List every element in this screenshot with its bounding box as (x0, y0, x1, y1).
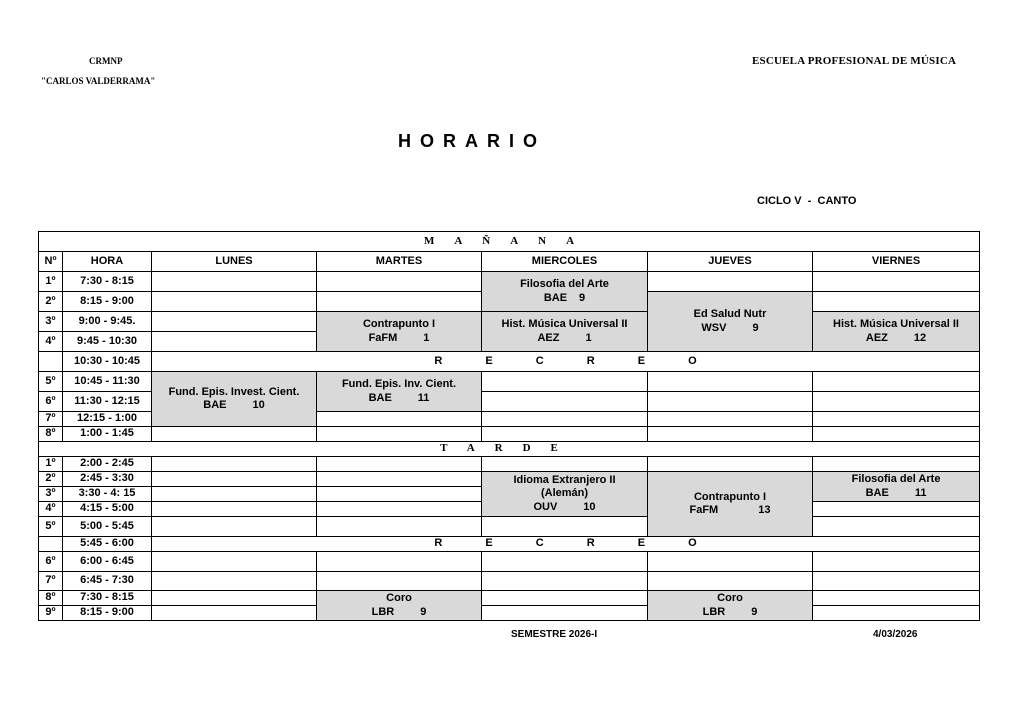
school-name: ESCUELA PROFESIONAL DE MÚSICA (752, 55, 957, 67)
row-number: 3º (39, 487, 63, 502)
class-detail (482, 292, 647, 305)
class-name: Idioma Extranjero II (513, 474, 616, 487)
room-number: 9 (579, 291, 586, 304)
class-detail (152, 399, 316, 412)
empty-cell (648, 372, 813, 392)
page-title: HORARIO (398, 131, 546, 151)
empty-cell (152, 572, 317, 591)
row-number: 2º (39, 292, 63, 312)
class-name: Coro (717, 592, 743, 605)
class-cell (317, 591, 482, 621)
class-name: Fund. Epis. Invest. Cient. (168, 385, 300, 398)
row-number: 2º (39, 472, 63, 487)
row-number: 5º (39, 372, 63, 392)
class-name: Fund. Epis. Inv. Cient. (341, 378, 457, 391)
empty-cell (317, 487, 482, 502)
table-row (39, 572, 980, 591)
empty-cell (648, 412, 813, 427)
empty-cell (152, 292, 317, 312)
row-time: 10:45 - 11:30 (63, 372, 152, 392)
empty-cell (482, 591, 648, 606)
empty-cell (482, 392, 648, 412)
class-cell (482, 472, 648, 517)
empty-cell (648, 572, 813, 591)
empty-cell (813, 272, 980, 292)
empty-cell (482, 427, 648, 442)
empty-cell (152, 457, 317, 472)
empty-cell (152, 591, 317, 606)
recess-row (39, 537, 980, 552)
row-time: 12:15 - 1:00 (63, 412, 152, 427)
row-number: 5º (39, 517, 63, 537)
empty-cell (813, 392, 980, 412)
row-number: 9º (39, 606, 63, 621)
row-number: 6º (39, 392, 63, 412)
row-time: 10:30 - 10:45 (63, 352, 152, 372)
class-name: Contrapunto I (362, 318, 436, 331)
empty-cell (152, 472, 317, 487)
room-number: 9 (752, 321, 759, 334)
row-time: 8:15 - 9:00 (63, 292, 152, 312)
teacher-code: FaFM (689, 504, 719, 516)
row-number: 7º (39, 572, 63, 591)
class-detail (813, 332, 979, 345)
row-time: 5:00 - 5:45 (63, 517, 152, 537)
row-number: 8º (39, 591, 63, 606)
class-cell (648, 591, 813, 621)
class-name: Ed Salud Nutr (693, 308, 767, 321)
empty-cell (317, 427, 482, 442)
morning-band: MAÑANA (39, 232, 980, 252)
empty-cell (317, 412, 482, 427)
empty-cell (482, 606, 648, 621)
teacher-code: WSV (701, 321, 727, 334)
table-row (39, 312, 980, 332)
row-time: 7:30 - 8:15 (63, 591, 152, 606)
row-number: 7º (39, 412, 63, 427)
schedule-table (38, 231, 980, 621)
table-row (39, 591, 980, 606)
teacher-code: LBR (371, 605, 395, 618)
room-number: 9 (420, 605, 427, 618)
room-number: 10 (583, 500, 596, 513)
empty-cell (648, 427, 813, 442)
class-detail (482, 332, 647, 345)
empty-cell (648, 457, 813, 472)
room-number: 11 (417, 391, 430, 404)
institution-name: "CARLOS VALDERRAMA" (41, 76, 156, 86)
teacher-code: AEZ (865, 331, 888, 344)
col-header: MARTES (317, 252, 482, 272)
class-detail (317, 392, 481, 405)
room-number: 1 (423, 331, 430, 344)
table-row (39, 372, 980, 392)
row-time: 8:15 - 9:00 (63, 606, 152, 621)
empty-cell (648, 552, 813, 572)
room-number: 13 (758, 504, 771, 516)
class-name: Hist. Música Universal II (501, 318, 628, 331)
empty-cell (152, 502, 317, 517)
row-number: 3º (39, 312, 63, 332)
empty-cell (152, 312, 317, 332)
empty-cell (152, 332, 317, 352)
afternoon-band: TARDE (39, 442, 980, 457)
empty-cell (813, 412, 980, 427)
empty-cell (317, 457, 482, 472)
room-number: 1 (585, 331, 592, 344)
empty-cell (482, 552, 648, 572)
empty-cell (317, 272, 482, 292)
empty-cell (813, 427, 980, 442)
row-time: 2:00 - 2:45 (63, 457, 152, 472)
empty-cell (317, 502, 482, 517)
class-name-line2: (Alemán) (540, 487, 589, 500)
row-time: 5:45 - 6:00 (63, 537, 152, 552)
semester-label: SEMESTRE 2026-I (511, 629, 598, 640)
class-cell (152, 372, 317, 427)
row-number: 8º (39, 427, 63, 442)
row-time: 7:30 - 8:15 (63, 272, 152, 292)
class-cell (813, 312, 980, 352)
teacher-code: BAE (368, 391, 392, 404)
recess-label: R E C R E O (152, 352, 980, 372)
class-detail (648, 504, 812, 517)
class-name: Filosofia del Arte (520, 278, 609, 291)
recess-label: R E C R E O (152, 537, 980, 552)
empty-cell (482, 572, 648, 591)
room-number: 9 (751, 605, 758, 618)
row-time: 3:30 - 4: 15 (63, 487, 152, 502)
teacher-code: FaFM (368, 331, 398, 344)
table-row (39, 272, 980, 292)
teacher-code: AEZ (537, 331, 560, 344)
empty-cell (152, 552, 317, 572)
row-number (39, 352, 63, 372)
row-time: 6:45 - 7:30 (63, 572, 152, 591)
empty-cell (813, 517, 980, 537)
empty-cell (648, 392, 813, 412)
empty-cell (482, 457, 648, 472)
class-cell (648, 292, 813, 352)
class-name: Hist. Música Universal II (833, 318, 959, 331)
empty-cell (152, 517, 317, 537)
col-header: MIERCOLES (482, 252, 648, 272)
row-number: 4º (39, 332, 63, 352)
row-time: 2:45 - 3:30 (63, 472, 152, 487)
row-time: 9:00 - 9:45. (63, 312, 152, 332)
empty-cell (317, 517, 482, 537)
room-number: 11 (914, 486, 927, 499)
class-cell (813, 472, 980, 502)
recess-row (39, 352, 980, 372)
row-time: 4:15 - 5:00 (63, 502, 152, 517)
empty-cell (317, 472, 482, 487)
empty-cell (813, 372, 980, 392)
empty-cell (317, 552, 482, 572)
class-name: Contrapunto I (693, 490, 767, 503)
empty-cell (813, 572, 980, 591)
header-row (39, 252, 980, 272)
empty-cell (813, 292, 980, 312)
class-detail (482, 501, 647, 514)
empty-cell (813, 591, 980, 606)
row-number: 1º (39, 457, 63, 472)
empty-cell (317, 572, 482, 591)
empty-cell (152, 606, 317, 621)
date-label: 4/03/2026 (873, 629, 918, 640)
class-detail (648, 606, 812, 619)
col-header: Nº (39, 252, 63, 272)
empty-cell (482, 412, 648, 427)
teacher-code: BAE (203, 399, 227, 411)
row-number: 6º (39, 552, 63, 572)
empty-cell (813, 552, 980, 572)
table-row (39, 472, 980, 487)
empty-cell (813, 606, 980, 621)
col-header: JUEVES (648, 252, 813, 272)
empty-cell (482, 372, 648, 392)
empty-cell (813, 457, 980, 472)
class-cell (317, 312, 482, 352)
teacher-code: OUV (533, 500, 558, 513)
class-detail (813, 487, 979, 500)
col-header: LUNES (152, 252, 317, 272)
table-row (39, 457, 980, 472)
table-row (39, 427, 980, 442)
table-row (39, 552, 980, 572)
col-header: HORA (63, 252, 152, 272)
teacher-code: BAE (543, 291, 568, 304)
class-detail (317, 606, 481, 619)
room-number: 10 (252, 399, 265, 411)
class-detail (317, 332, 481, 345)
empty-cell (317, 292, 482, 312)
row-time: 11:30 - 12:15 (63, 392, 152, 412)
table-row (39, 606, 980, 621)
class-cell (648, 472, 813, 537)
row-number: 4º (39, 502, 63, 517)
empty-cell (648, 272, 813, 292)
class-name: Filosofia del Arte (851, 473, 941, 486)
row-time: 6:00 - 6:45 (63, 552, 152, 572)
room-number: 12 (913, 331, 927, 344)
teacher-code: LBR (702, 605, 726, 618)
class-cell (317, 372, 482, 412)
col-header: VIERNES (813, 252, 980, 272)
row-number: 1º (39, 272, 63, 292)
row-number (39, 537, 63, 552)
row-time: 9:45 - 10:30 (63, 332, 152, 352)
cycle-label: CICLO V - CANTO (757, 195, 857, 207)
class-cell (482, 312, 648, 352)
class-detail (648, 322, 812, 335)
class-cell (482, 272, 648, 312)
empty-cell (482, 517, 648, 537)
empty-cell (152, 272, 317, 292)
empty-cell (813, 502, 980, 517)
row-time: 1:00 - 1:45 (63, 427, 152, 442)
empty-cell (152, 427, 317, 442)
empty-cell (152, 487, 317, 502)
table-row (39, 517, 980, 537)
teacher-code: BAE (865, 486, 889, 499)
institution-acronym: CRMNP (89, 56, 123, 66)
class-name: Coro (386, 592, 412, 605)
